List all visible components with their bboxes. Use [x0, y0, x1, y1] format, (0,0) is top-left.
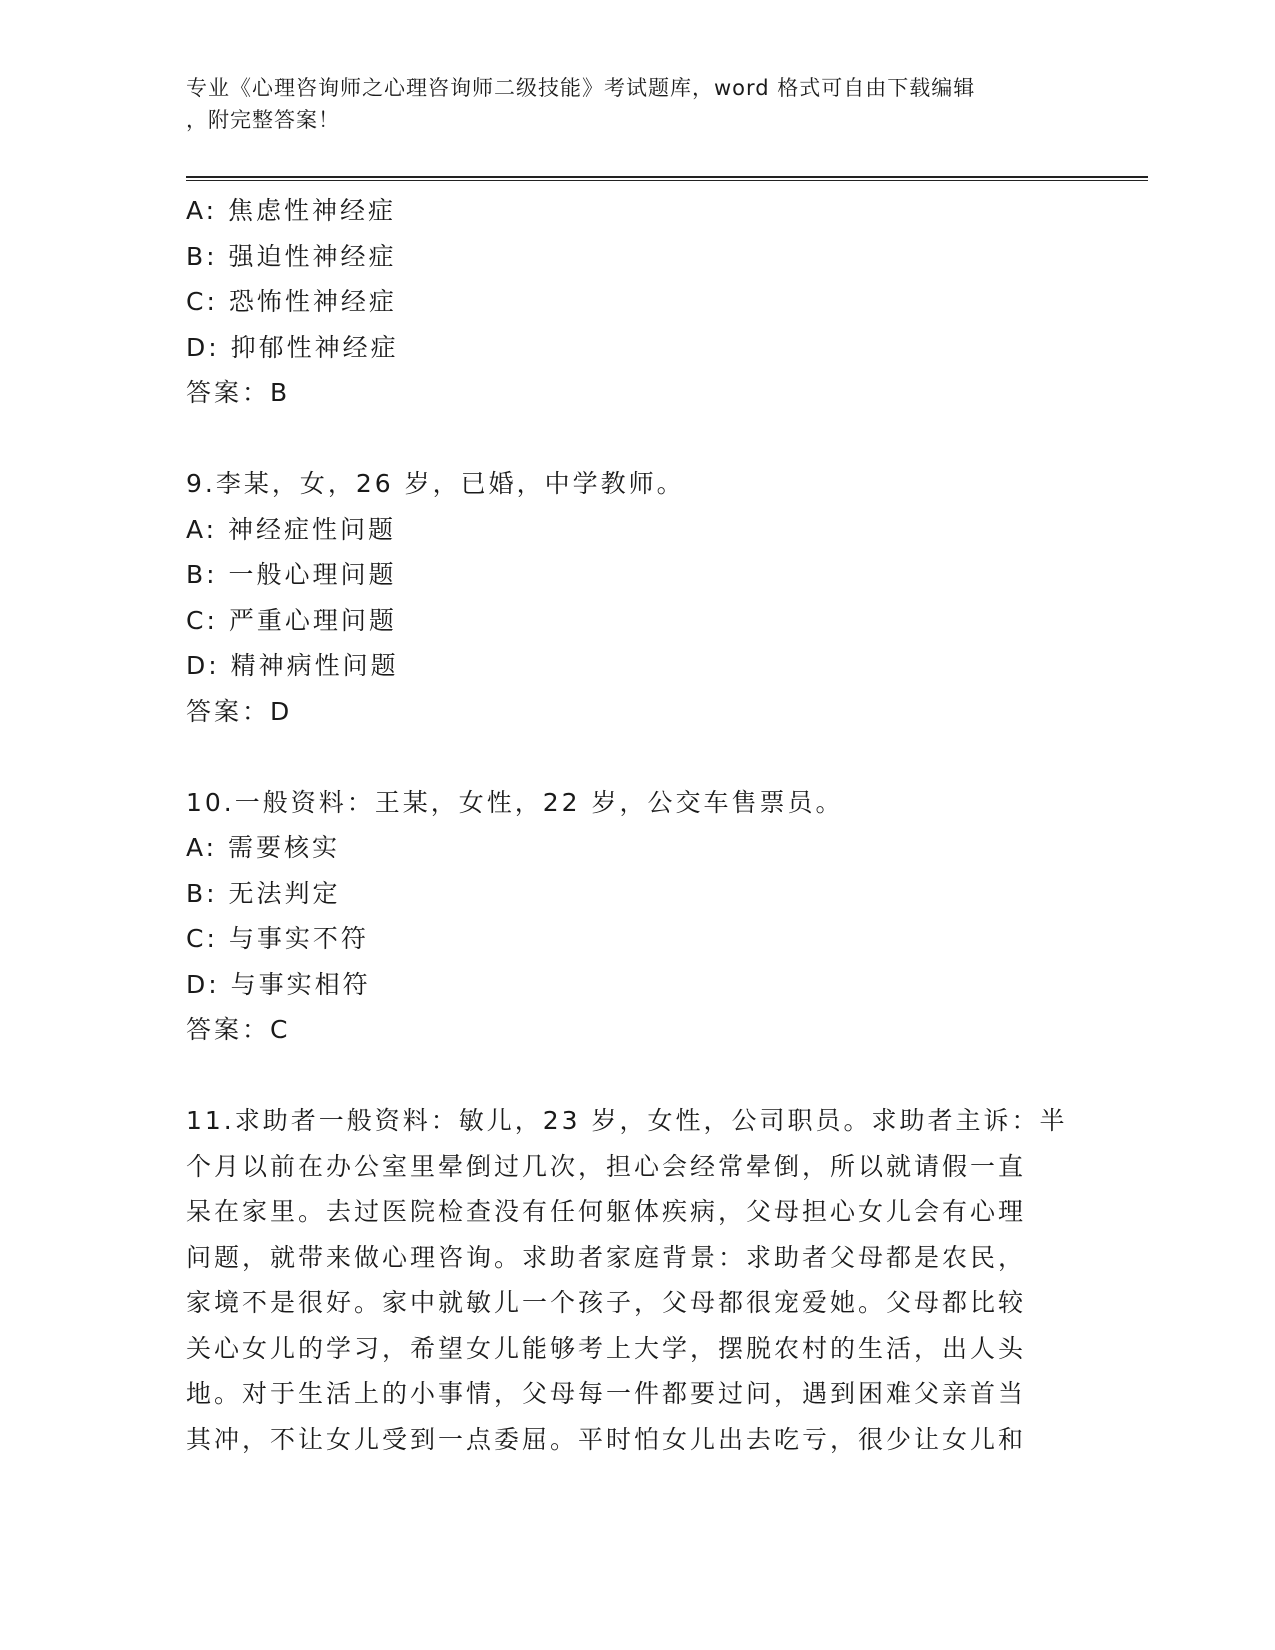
question-10-stem: 10.一般资料：王某，女性，22 岁，公交车售票员。	[186, 787, 844, 817]
option-b: B: 一般心理问题	[186, 560, 397, 589]
option-a: A: 焦虑性神经症	[186, 196, 397, 225]
option-a: A: 需要核实	[186, 833, 341, 862]
option-b: B: 无法判定	[186, 878, 341, 908]
option-c: C: 严重心理问题	[186, 605, 397, 635]
blank-gap	[186, 1053, 1086, 1099]
document-header	[186, 72, 1066, 136]
option-d: D: 抑郁性神经症	[186, 332, 399, 362]
option-c: C: 与事实不符	[186, 924, 369, 953]
question-9-stem: 9.李某，女，26 岁，已婚，中学教师。	[186, 469, 685, 498]
option-b: B: 强迫性神经症	[186, 241, 397, 271]
header-divider	[186, 176, 1148, 181]
blank-gap	[186, 416, 1086, 462]
option-d: D: 与事实相符	[186, 969, 371, 999]
answer-line: 答案：D	[186, 696, 293, 726]
paragraph-line: 11.求助者一般资料：敏儿，23 岁，女性，公司职员。求助者主诉：半	[186, 1106, 1068, 1135]
answer-line: 答案：C	[186, 1015, 291, 1044]
paragraph-line: 个月以前在办公室里晕倒过几次，担心会经常晕倒，所以就请假一直	[186, 1151, 1027, 1181]
question-list	[186, 188, 1086, 1462]
blank-gap	[186, 734, 1086, 780]
paragraph-line: 家境不是很好。家中就敏儿一个孩子，父母都很宠爱她。父母都比较	[186, 1288, 1027, 1317]
paragraph-line: 关心女儿的学习，希望女儿能够考上大学，摆脱农村的生活，出人头	[186, 1333, 1027, 1363]
paragraph-line: 其冲，不让女儿受到一点委屈。平时怕女儿出去吃亏，很少让女儿和	[186, 1424, 1027, 1454]
header-line: ，附完整答案！	[186, 108, 340, 132]
answer-line: 答案：B	[186, 378, 291, 407]
option-c: C: 恐怖性神经症	[186, 287, 397, 316]
option-a: A: 神经症性问题	[186, 514, 397, 544]
paragraph-line: 呆在家里。去过医院检查没有任何躯体疾病，父母担心女儿会有心理	[186, 1197, 1027, 1226]
option-d: D: 精神病性问题	[186, 651, 399, 680]
paragraph-line: 地。对于生活上的小事情，父母每一件都要过问，遇到困难父亲首当	[186, 1379, 1027, 1408]
header-line: 专业《心理咨询师之心理咨询师二级技能》考试题库，word 格式可自由下载编辑	[186, 76, 976, 100]
question-11-stem	[186, 1098, 1066, 1462]
paragraph-line: 问题，就带来做心理咨询。求助者家庭背景：求助者父母都是农民，	[186, 1242, 1027, 1272]
